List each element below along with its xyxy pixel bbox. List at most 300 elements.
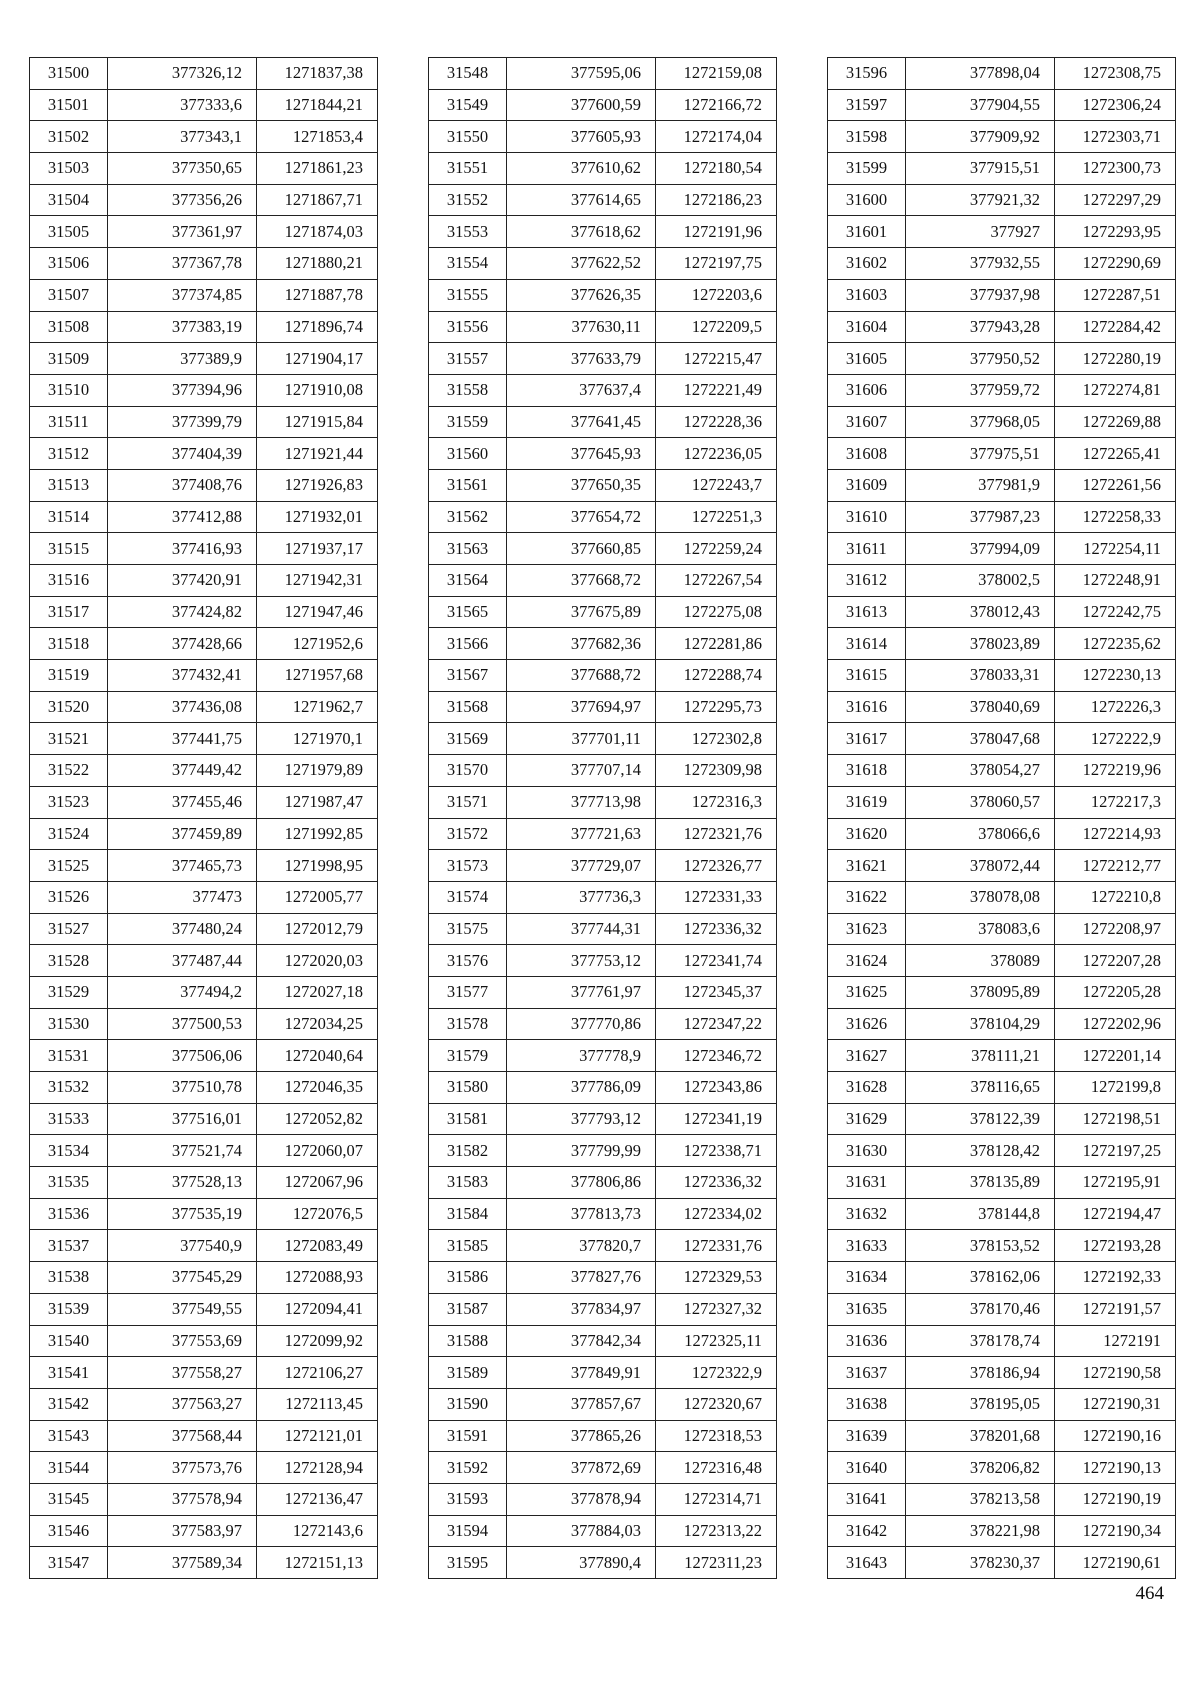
y-coordinate-cell: 1272209,5 [656,311,777,343]
point-number-cell: 31578 [429,1008,507,1040]
point-number-cell: 31522 [30,755,108,787]
x-coordinate-cell: 377416,93 [108,533,257,565]
x-coordinate-cell: 377890,4 [507,1547,656,1579]
point-number-cell: 31592 [429,1452,507,1484]
point-number-cell: 31617 [828,723,906,755]
table-row [30,469,378,501]
table-row [828,1135,1176,1167]
x-coordinate-cell: 377834,97 [507,1293,656,1325]
table-row [828,311,1176,343]
table-row [828,469,1176,501]
table-row [30,248,378,280]
point-number-cell: 31519 [30,660,108,692]
point-number-cell: 31625 [828,976,906,1008]
x-coordinate-cell: 377455,46 [108,786,257,818]
y-coordinate-cell: 1272318,53 [656,1420,777,1452]
x-coordinate-cell: 377660,85 [507,533,656,565]
table-row [828,438,1176,470]
point-number-cell: 31621 [828,850,906,882]
point-number-cell: 31587 [429,1293,507,1325]
point-number-cell: 31618 [828,755,906,787]
point-number-cell: 31624 [828,945,906,977]
point-number-cell: 31610 [828,501,906,533]
y-coordinate-cell: 1272113,45 [257,1388,378,1420]
point-number-cell: 31603 [828,279,906,311]
point-number-cell: 31545 [30,1483,108,1515]
y-coordinate-cell: 1272274,81 [1055,374,1176,406]
point-number-cell: 31582 [429,1135,507,1167]
point-number-cell: 31517 [30,596,108,628]
point-number-cell: 31635 [828,1293,906,1325]
point-number-cell: 31505 [30,216,108,248]
y-coordinate-cell: 1272302,8 [656,723,777,755]
point-number-cell: 31597 [828,89,906,121]
y-coordinate-cell: 1272212,77 [1055,850,1176,882]
table-row [429,1072,777,1104]
point-number-cell: 31507 [30,279,108,311]
point-number-cell: 31535 [30,1167,108,1199]
x-coordinate-cell: 377404,39 [108,438,257,470]
x-coordinate-cell: 377356,26 [108,184,257,216]
table-row [30,596,378,628]
x-coordinate-cell: 378111,21 [906,1040,1055,1072]
y-coordinate-cell: 1272106,27 [257,1357,378,1389]
x-coordinate-cell: 377729,07 [507,850,656,882]
point-number-cell: 31520 [30,691,108,723]
point-number-cell: 31540 [30,1325,108,1357]
point-number-cell: 31553 [429,216,507,248]
table-row [828,881,1176,913]
table-row [30,374,378,406]
x-coordinate-cell: 377857,67 [507,1388,656,1420]
point-number-cell: 31596 [828,58,906,90]
table-row [30,1103,378,1135]
x-coordinate-cell: 377641,45 [507,406,656,438]
y-coordinate-cell: 1271947,46 [257,596,378,628]
y-coordinate-cell: 1272236,05 [656,438,777,470]
table-row [30,660,378,692]
point-number-cell: 31533 [30,1103,108,1135]
x-coordinate-cell: 377626,35 [507,279,656,311]
x-coordinate-cell: 377583,97 [108,1515,257,1547]
table-row [429,184,777,216]
x-coordinate-cell: 377770,86 [507,1008,656,1040]
x-coordinate-cell: 377420,91 [108,565,257,597]
x-coordinate-cell: 377540,9 [108,1230,257,1262]
table-row [30,976,378,1008]
point-number-cell: 31509 [30,343,108,375]
point-number-cell: 31561 [429,469,507,501]
y-coordinate-cell: 1271887,78 [257,279,378,311]
x-coordinate-cell: 377545,29 [108,1262,257,1294]
x-coordinate-cell: 377884,03 [507,1515,656,1547]
x-coordinate-cell: 377563,27 [108,1388,257,1420]
x-coordinate-cell: 377688,72 [507,660,656,692]
y-coordinate-cell: 1271904,17 [257,343,378,375]
x-coordinate-cell: 377701,11 [507,723,656,755]
y-coordinate-cell: 1272190,13 [1055,1452,1176,1484]
table-row [30,311,378,343]
x-coordinate-cell: 377589,34 [108,1547,257,1579]
x-coordinate-cell: 377374,85 [108,279,257,311]
x-coordinate-cell: 377909,92 [906,121,1055,153]
table-row [828,1388,1176,1420]
x-coordinate-cell: 377694,97 [507,691,656,723]
table-row [30,818,378,850]
x-coordinate-cell: 377630,11 [507,311,656,343]
x-coordinate-cell: 377849,91 [507,1357,656,1389]
point-number-cell: 31585 [429,1230,507,1262]
table-row [828,755,1176,787]
x-coordinate-cell: 377736,3 [507,881,656,913]
table-row [429,153,777,185]
table-row [828,1357,1176,1389]
table-row [828,913,1176,945]
x-coordinate-cell: 377682,36 [507,628,656,660]
point-number-cell: 31537 [30,1230,108,1262]
point-number-cell: 31575 [429,913,507,945]
point-number-cell: 31579 [429,1040,507,1072]
y-coordinate-cell: 1272331,76 [656,1230,777,1262]
x-coordinate-cell: 377872,69 [507,1452,656,1484]
table-row [828,153,1176,185]
y-coordinate-cell: 1272316,48 [656,1452,777,1484]
y-coordinate-cell: 1272243,7 [656,469,777,501]
table-row [828,406,1176,438]
x-coordinate-cell: 377637,4 [507,374,656,406]
x-coordinate-cell: 377761,97 [507,976,656,1008]
table-row [30,438,378,470]
x-coordinate-cell: 377399,79 [108,406,257,438]
table-row [30,1547,378,1579]
point-number-cell: 31513 [30,469,108,501]
y-coordinate-cell: 1272336,32 [656,913,777,945]
x-coordinate-cell: 377333,6 [108,89,257,121]
point-number-cell: 31607 [828,406,906,438]
table-row [828,184,1176,216]
y-coordinate-cell: 1272311,23 [656,1547,777,1579]
table-row [429,850,777,882]
x-coordinate-cell: 378002,5 [906,565,1055,597]
table-row [828,660,1176,692]
x-coordinate-cell: 377480,24 [108,913,257,945]
y-coordinate-cell: 1272295,73 [656,691,777,723]
x-coordinate-cell: 377827,76 [507,1262,656,1294]
table-row [828,945,1176,977]
y-coordinate-cell: 1271837,38 [257,58,378,90]
point-number-cell: 31538 [30,1262,108,1294]
y-coordinate-cell: 1272128,94 [257,1452,378,1484]
table-row [429,121,777,153]
x-coordinate-cell: 377799,99 [507,1135,656,1167]
table-row [30,565,378,597]
y-coordinate-cell: 1271867,71 [257,184,378,216]
x-coordinate-cell: 378083,6 [906,913,1055,945]
y-coordinate-cell: 1272046,35 [257,1072,378,1104]
y-coordinate-cell: 1272267,54 [656,565,777,597]
y-coordinate-cell: 1272303,71 [1055,121,1176,153]
table-row [429,1230,777,1262]
table-row [828,1167,1176,1199]
y-coordinate-cell: 1272060,07 [257,1135,378,1167]
x-coordinate-cell: 377806,86 [507,1167,656,1199]
table-row [429,945,777,977]
y-coordinate-cell: 1271910,08 [257,374,378,406]
x-coordinate-cell: 378104,29 [906,1008,1055,1040]
point-number-cell: 31560 [429,438,507,470]
point-number-cell: 31622 [828,881,906,913]
x-coordinate-cell: 377950,52 [906,343,1055,375]
point-number-cell: 31584 [429,1198,507,1230]
y-coordinate-cell: 1271979,89 [257,755,378,787]
table-row [30,881,378,913]
table-row [429,723,777,755]
point-number-cell: 31530 [30,1008,108,1040]
x-coordinate-cell: 378033,31 [906,660,1055,692]
x-coordinate-cell: 378116,65 [906,1072,1055,1104]
table-row [30,786,378,818]
y-coordinate-cell: 1272076,5 [257,1198,378,1230]
y-coordinate-cell: 1272313,22 [656,1515,777,1547]
point-number-cell: 31628 [828,1072,906,1104]
y-coordinate-cell: 1271874,03 [257,216,378,248]
table-row [828,723,1176,755]
y-coordinate-cell: 1271937,17 [257,533,378,565]
table-row [429,343,777,375]
table-row [30,945,378,977]
y-coordinate-cell: 1272343,86 [656,1072,777,1104]
point-number-cell: 31642 [828,1515,906,1547]
y-coordinate-cell: 1272300,73 [1055,153,1176,185]
point-number-cell: 31599 [828,153,906,185]
y-coordinate-cell: 1272207,28 [1055,945,1176,977]
x-coordinate-cell: 378128,42 [906,1135,1055,1167]
x-coordinate-cell: 377487,44 [108,945,257,977]
table-row [30,755,378,787]
x-coordinate-cell: 377937,98 [906,279,1055,311]
point-number-cell: 31521 [30,723,108,755]
table-row [828,1262,1176,1294]
y-coordinate-cell: 1271952,6 [257,628,378,660]
point-number-cell: 31559 [429,406,507,438]
x-coordinate-cell: 377959,72 [906,374,1055,406]
point-number-cell: 31631 [828,1167,906,1199]
table-row [30,216,378,248]
x-coordinate-cell: 377778,9 [507,1040,656,1072]
point-number-cell: 31515 [30,533,108,565]
y-coordinate-cell: 1272316,3 [656,786,777,818]
x-coordinate-cell: 377578,94 [108,1483,257,1515]
table-row [429,1262,777,1294]
y-coordinate-cell: 1272180,54 [656,153,777,185]
x-coordinate-cell: 377549,55 [108,1293,257,1325]
y-coordinate-cell: 1271987,47 [257,786,378,818]
table-row [30,628,378,660]
table-row [429,469,777,501]
point-number-cell: 31633 [828,1230,906,1262]
point-number-cell: 31616 [828,691,906,723]
table-row [429,1198,777,1230]
x-coordinate-cell: 377494,2 [108,976,257,1008]
x-coordinate-cell: 378012,43 [906,596,1055,628]
x-coordinate-cell: 377898,04 [906,58,1055,90]
x-coordinate-cell: 377326,12 [108,58,257,90]
table-row [429,660,777,692]
point-number-cell: 31548 [429,58,507,90]
point-number-cell: 31636 [828,1325,906,1357]
y-coordinate-cell: 1272195,91 [1055,1167,1176,1199]
y-coordinate-cell: 1272293,95 [1055,216,1176,248]
table-row [429,786,777,818]
y-coordinate-cell: 1272190,34 [1055,1515,1176,1547]
table-row [429,58,777,90]
x-coordinate-cell: 377813,73 [507,1198,656,1230]
y-coordinate-cell: 1271853,4 [257,121,378,153]
x-coordinate-cell: 377600,59 [507,89,656,121]
y-coordinate-cell: 1272347,22 [656,1008,777,1040]
table-row [429,1452,777,1484]
table-row [429,279,777,311]
x-coordinate-cell: 377610,62 [507,153,656,185]
y-coordinate-cell: 1272309,98 [656,755,777,787]
y-coordinate-cell: 1272341,19 [656,1103,777,1135]
point-number-cell: 31640 [828,1452,906,1484]
x-coordinate-cell: 378195,05 [906,1388,1055,1420]
x-coordinate-cell: 378066,6 [906,818,1055,850]
point-number-cell: 31511 [30,406,108,438]
point-number-cell: 31518 [30,628,108,660]
x-coordinate-cell: 378186,94 [906,1357,1055,1389]
table-row [429,628,777,660]
table-row [30,1420,378,1452]
x-coordinate-cell: 377465,73 [108,850,257,882]
y-coordinate-cell: 1272314,71 [656,1483,777,1515]
point-number-cell: 31613 [828,596,906,628]
x-coordinate-cell: 378135,89 [906,1167,1055,1199]
x-coordinate-cell: 377820,7 [507,1230,656,1262]
x-coordinate-cell: 377510,78 [108,1072,257,1104]
table-row [30,89,378,121]
table-row [429,691,777,723]
y-coordinate-cell: 1271998,95 [257,850,378,882]
x-coordinate-cell: 377645,93 [507,438,656,470]
point-number-cell: 31550 [429,121,507,153]
point-number-cell: 31527 [30,913,108,945]
y-coordinate-cell: 1271921,44 [257,438,378,470]
table-row [429,216,777,248]
x-coordinate-cell: 377573,76 [108,1452,257,1484]
x-coordinate-cell: 378040,69 [906,691,1055,723]
y-coordinate-cell: 1272346,72 [656,1040,777,1072]
point-number-cell: 31611 [828,533,906,565]
point-number-cell: 31593 [429,1483,507,1515]
table-row [828,248,1176,280]
x-coordinate-cell: 377618,62 [507,216,656,248]
x-coordinate-cell: 377383,19 [108,311,257,343]
point-number-cell: 31544 [30,1452,108,1484]
table-row [429,438,777,470]
table-row [828,596,1176,628]
y-coordinate-cell: 1272088,93 [257,1262,378,1294]
point-number-cell: 31620 [828,818,906,850]
y-coordinate-cell: 1272136,47 [257,1483,378,1515]
point-number-cell: 31525 [30,850,108,882]
point-number-cell: 31571 [429,786,507,818]
y-coordinate-cell: 1272143,6 [257,1515,378,1547]
table-row [429,1167,777,1199]
y-coordinate-cell: 1272322,9 [656,1357,777,1389]
y-coordinate-cell: 1272159,08 [656,58,777,90]
x-coordinate-cell: 377367,78 [108,248,257,280]
point-number-cell: 31615 [828,660,906,692]
point-number-cell: 31598 [828,121,906,153]
table-row [828,1072,1176,1104]
y-coordinate-cell: 1272186,23 [656,184,777,216]
y-coordinate-cell: 1272235,62 [1055,628,1176,660]
y-coordinate-cell: 1272203,6 [656,279,777,311]
point-number-cell: 31632 [828,1198,906,1230]
table-row [828,565,1176,597]
point-number-cell: 31528 [30,945,108,977]
x-coordinate-cell: 377842,34 [507,1325,656,1357]
y-coordinate-cell: 1271915,84 [257,406,378,438]
table-row [828,1198,1176,1230]
table-row [30,58,378,90]
y-coordinate-cell: 1272202,96 [1055,1008,1176,1040]
y-coordinate-cell: 1272325,11 [656,1325,777,1357]
point-number-cell: 31626 [828,1008,906,1040]
y-coordinate-cell: 1272320,67 [656,1388,777,1420]
point-number-cell: 31601 [828,216,906,248]
table-row [429,1388,777,1420]
x-coordinate-cell: 377500,53 [108,1008,257,1040]
table-row [30,121,378,153]
table-row [429,1008,777,1040]
table-row [30,501,378,533]
y-coordinate-cell: 1272151,13 [257,1547,378,1579]
x-coordinate-cell: 378095,89 [906,976,1055,1008]
point-number-cell: 31581 [429,1103,507,1135]
point-number-cell: 31567 [429,660,507,692]
x-coordinate-cell: 377558,27 [108,1357,257,1389]
x-coordinate-cell: 378206,82 [906,1452,1055,1484]
x-coordinate-cell: 377568,44 [108,1420,257,1452]
y-coordinate-cell: 1272288,74 [656,660,777,692]
table-row [30,1072,378,1104]
point-number-cell: 31577 [429,976,507,1008]
point-number-cell: 31608 [828,438,906,470]
y-coordinate-cell: 1272326,77 [656,850,777,882]
x-coordinate-cell: 377605,93 [507,121,656,153]
x-coordinate-cell: 377786,09 [507,1072,656,1104]
table-row [30,1388,378,1420]
y-coordinate-cell: 1272121,01 [257,1420,378,1452]
coordinate-table-3 [827,57,1176,1579]
point-number-cell: 31595 [429,1547,507,1579]
x-coordinate-cell: 378054,27 [906,755,1055,787]
x-coordinate-cell: 377424,82 [108,596,257,628]
table-row [828,850,1176,882]
point-number-cell: 31565 [429,596,507,628]
table-row [429,248,777,280]
x-coordinate-cell: 378162,06 [906,1262,1055,1294]
y-coordinate-cell: 1272052,82 [257,1103,378,1135]
point-number-cell: 31614 [828,628,906,660]
point-number-cell: 31609 [828,469,906,501]
x-coordinate-cell: 377721,63 [507,818,656,850]
y-coordinate-cell: 1272242,75 [1055,596,1176,628]
y-coordinate-cell: 1272215,47 [656,343,777,375]
